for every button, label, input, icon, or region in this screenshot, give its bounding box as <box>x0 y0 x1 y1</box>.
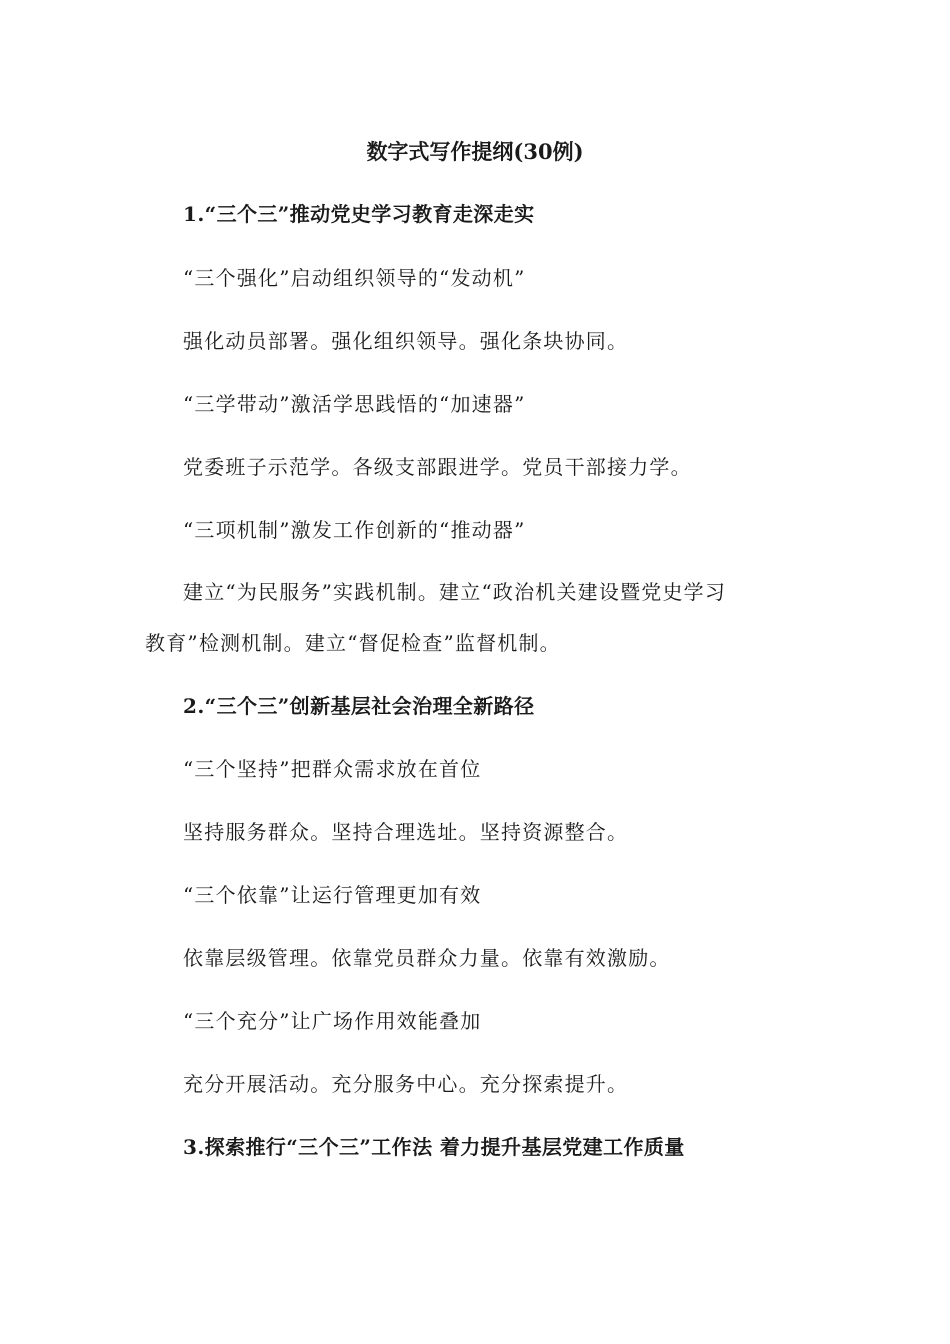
section-heading-2: 2.“三个三”创新基层社会治理全新路径 <box>183 694 535 718</box>
subheading-line: “三项机制”激发工作创新的“推动器” <box>183 518 526 542</box>
subheading-line: “三学带动”激活学思践悟的“加速器” <box>183 392 526 416</box>
section-heading-1: 1.“三个三”推动党史学习教育走深走实 <box>183 202 535 226</box>
section-heading-3: 3.探索推行“三个三”工作法 着力提升基层党建工作质量 <box>183 1135 685 1159</box>
body-line-continuation: 教育”检测机制。建立“督促检查”监督机制。 <box>145 631 561 655</box>
body-line: 坚持服务群众。坚持合理选址。坚持资源整合。 <box>183 820 629 844</box>
body-line: 建立“为民服务”实践机制。建立“政治机关建设暨党史学习 <box>183 580 727 604</box>
subheading-line: “三个强化”启动组织领导的“发动机” <box>183 266 526 290</box>
body-line: 充分开展活动。充分服务中心。充分探索提升。 <box>183 1072 629 1096</box>
subheading-line: “三个依靠”让运行管理更加有效 <box>183 883 482 907</box>
document-title: 数字式写作提纲(30例) <box>366 139 584 164</box>
body-line: 党委班子示范学。各级支部跟进学。党员干部接力学。 <box>183 455 692 479</box>
body-line: 强化动员部署。强化组织领导。强化条块协同。 <box>183 329 629 353</box>
subheading-line: “三个充分”让广场作用效能叠加 <box>183 1009 482 1033</box>
subheading-line: “三个坚持”把群众需求放在首位 <box>183 757 482 781</box>
body-line: 依靠层级管理。依靠党员群众力量。依靠有效激励。 <box>183 946 671 970</box>
